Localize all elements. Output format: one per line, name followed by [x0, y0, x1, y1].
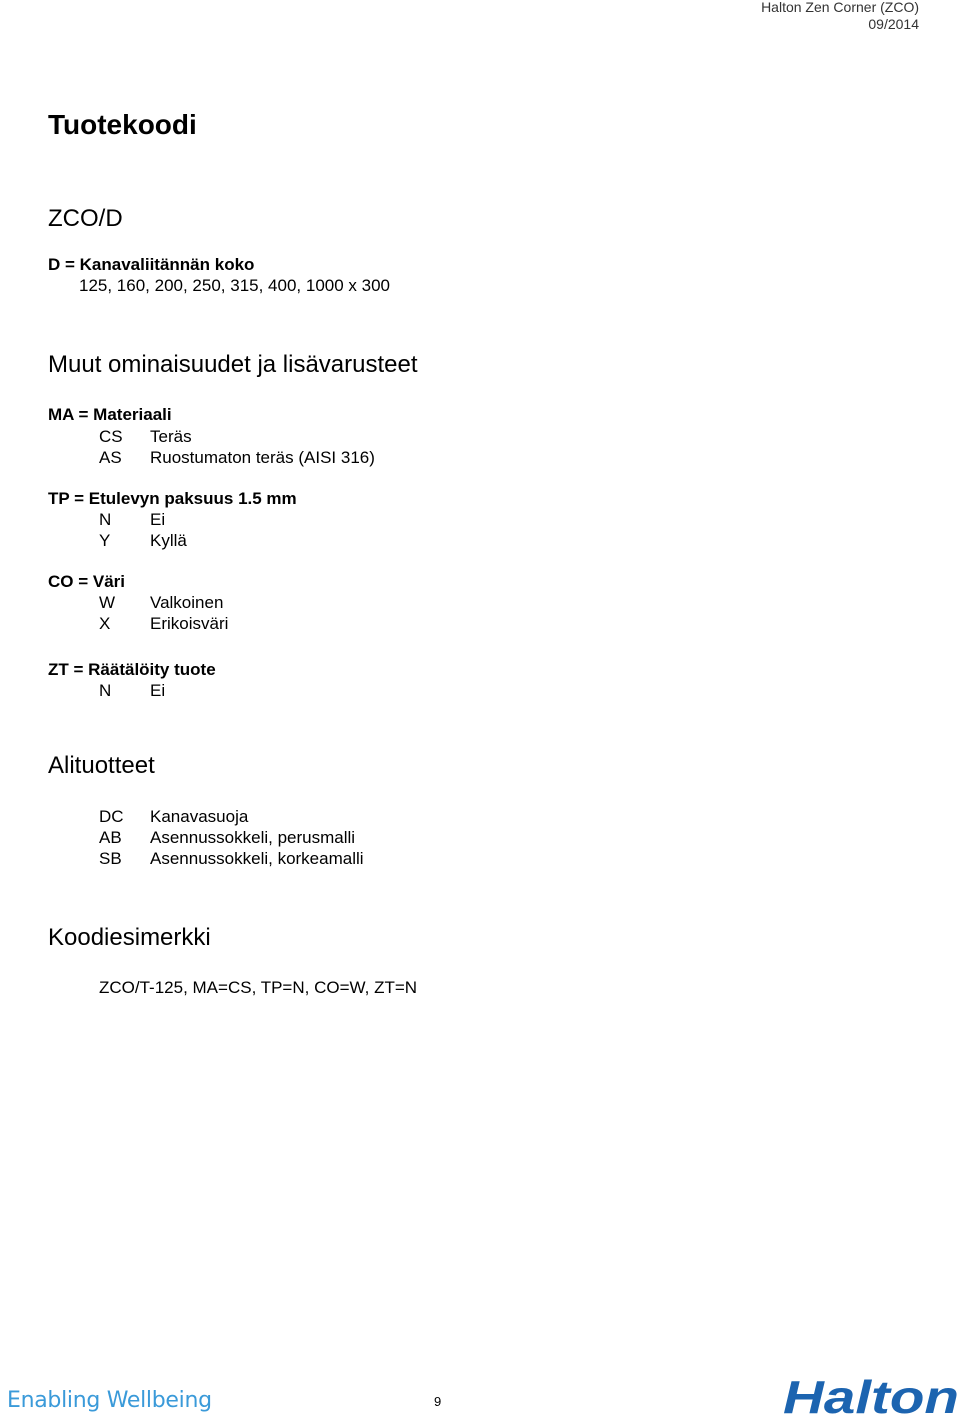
option-desc: Valkoinen: [150, 593, 224, 612]
option-desc: Ei: [150, 510, 166, 529]
subproduct-desc: Asennussokkeli, korkeamalli: [150, 849, 364, 868]
option-code: W: [99, 593, 116, 612]
logo-wordmark: Halton: [783, 1374, 959, 1418]
option-code: N: [99, 681, 112, 700]
option-desc: Teräs: [150, 427, 192, 446]
option-code: AS: [99, 448, 122, 467]
option-desc: Ruostumaton teräs (AISI 316): [150, 448, 375, 467]
subproduct-code: SB: [99, 849, 122, 868]
option-heading-zt: ZT = Räätälöity tuote: [48, 660, 216, 679]
option-code: N: [99, 510, 112, 529]
option-code: CS: [99, 427, 123, 446]
subproduct-desc: Asennussokkeli, perusmalli: [150, 828, 356, 847]
subproduct-code: DC: [99, 807, 124, 826]
option-heading-ma: MA = Materiaali: [48, 405, 172, 424]
options-heading: Muut ominaisuudet ja lisävarusteet: [48, 351, 418, 378]
subproduct-code: AB: [99, 828, 122, 847]
option-desc: Ei: [150, 681, 166, 700]
option-code: Y: [99, 531, 111, 550]
d-section-values: 125, 160, 200, 250, 315, 400, 1000 x 300: [79, 276, 390, 295]
d-section-heading: D = Kanavaliitännän koko: [48, 255, 255, 274]
footer-tagline: Enabling Wellbeing: [7, 1388, 212, 1413]
option-desc: Erikoisväri: [150, 614, 229, 633]
example-heading: Koodiesimerkki: [48, 924, 211, 951]
halton-logo-graphic: [782, 1374, 960, 1418]
header-document-title: Halton Zen Corner (ZCO): [761, 0, 919, 15]
example-code: ZCO/T-125, MA=CS, TP=N, CO=W, ZT=N: [99, 978, 418, 997]
option-desc: Kyllä: [150, 531, 187, 550]
option-code: X: [99, 614, 111, 633]
option-heading-co: CO = Väri: [48, 572, 126, 591]
page-number: 9: [434, 1394, 442, 1409]
header-date: 09/2014: [868, 16, 919, 32]
option-heading-tp: TP = Etulevyn paksuus 1.5 mm: [48, 489, 297, 508]
product-code-heading: ZCO/D: [48, 205, 123, 232]
halton-logo: [782, 1374, 960, 1423]
subproducts-heading: Alituotteet: [48, 752, 155, 779]
page-title: Tuotekoodi: [48, 109, 197, 140]
subproduct-desc: Kanavasuoja: [150, 807, 249, 826]
